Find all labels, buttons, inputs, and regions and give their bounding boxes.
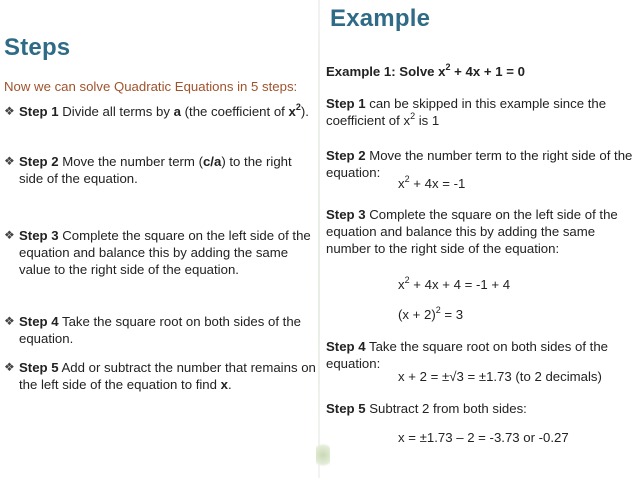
steps-title: Steps [4,34,71,61]
steps-panel: Steps Now we can solve Quadratic Equations in 5 steps: ❖ Step 1 Divide all terms by a (the coefficient of $x^2$). ❖ Step 2 Move the number term (c/a) to the right side of the equation. ❖ Step 3 Complete the square on the left side of the equation and balance this by adding the same value to the right side of the equation. ❖ Step 4 Take the square root on both sides of the equation. ❖ Step 5 Add or subtract the number that remains on the left side of the equation to find x. [4,34,316,392]
step-3-label: Step 3 [19,228,59,243]
example-step-5: Step 5 Subtract 2 from both sides: [326,401,527,416]
bullet-diamond-icon: ❖ [4,104,15,118]
bullet-diamond-icon: ❖ [4,228,15,242]
bullet-diamond-icon: ❖ [4,154,15,168]
bullet-diamond-icon: ❖ [4,360,15,374]
leaf-decoration [316,440,330,470]
equation-5: x = ±1.73 – 2 = -3.73 or -0.27 [398,430,569,445]
example-step-3: Step 3 Complete the square on the left side of the equation and balance this by adding the same number to the right side of the equation: [326,207,618,256]
step-5-label: Step 5 [19,360,59,375]
example-title: Example [330,5,431,32]
example-heading: Example 1: Solve $x^2 + 4x + 1 = 0$ [326,62,525,79]
example-step-4: Step 4 Take the square root on both sides of the equation: [326,339,608,371]
step-1-label: Step 1 [19,104,59,119]
equation-3: $(x + 2)^2 = 3$ [398,305,464,322]
example-step-2: Step 2 Move the number term to the right side of the equation: [326,148,633,180]
equation-2: $x^2 + 4x + 4 = -1 + 4$ [398,275,511,292]
bullet-diamond-icon: ❖ [4,314,15,328]
example-panel [318,0,638,478]
step-4-label: Step 4 [19,314,59,329]
equation-4: x + 2 = ±√3 = ±1.73 (to 2 decimals) [398,369,602,384]
steps-intro: Now we can solve Quadratic Equations in 5 steps: [4,79,298,94]
equation-1: $x^2 + 4x = -1$ [398,174,466,191]
step-2-label: Step 2 [19,154,59,169]
example-step-1: Step 1 can be skipped in this example since the coefficient of $x^2$ is 1 [326,96,607,128]
